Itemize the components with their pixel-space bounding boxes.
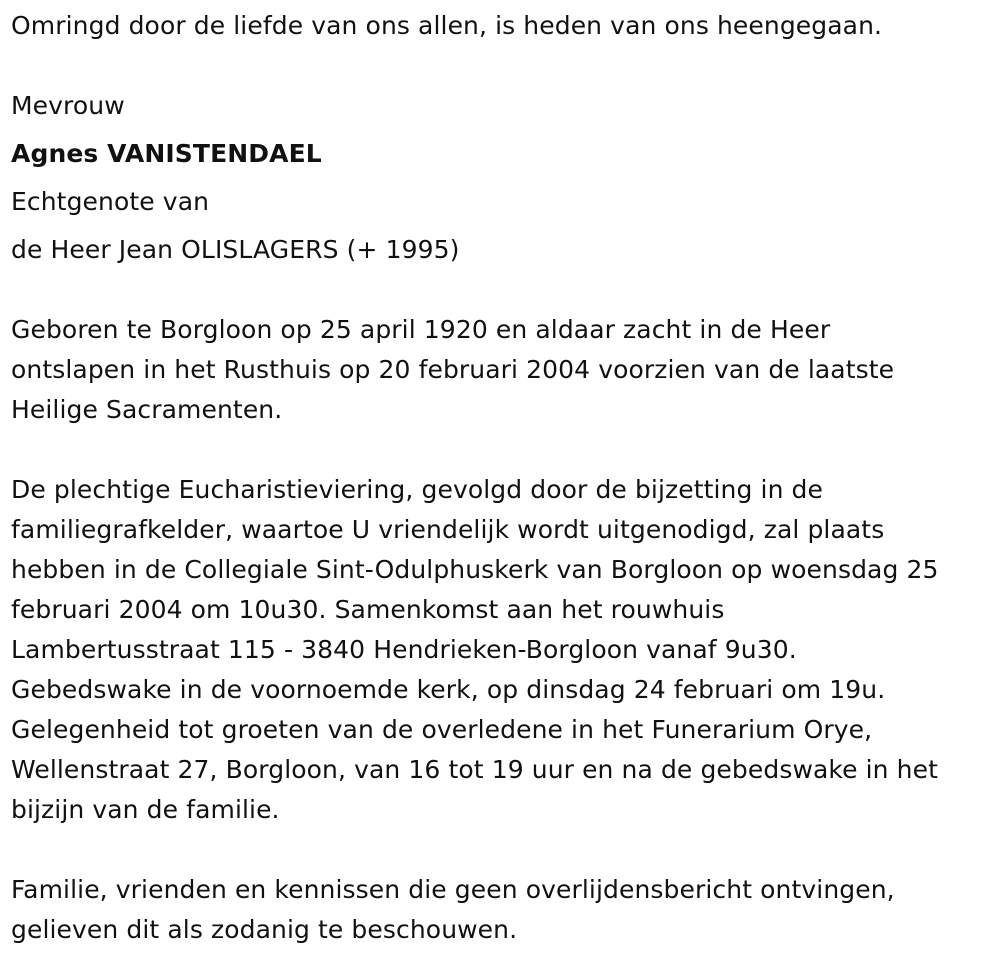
closing-line: Familie, vrienden en kennissen die geen overlijdensbericht ontvingen, bbox=[11, 875, 895, 904]
spouse-text: de Heer Jean OLISLAGERS (+ 1995) bbox=[11, 235, 460, 264]
closing-line: gelieven dit als zodanig te beschouwen. bbox=[11, 915, 518, 944]
ceremony-line: hebben in de Collegiale Sint-Odulphuskerk van Borgloon op woensdag 25 bbox=[11, 555, 939, 584]
intro-text: Omringd door de liefde van ons allen, is heden van ons heengegaan. bbox=[11, 11, 883, 40]
ceremony-line: Wellenstraat 27, Borgloon, van 16 tot 19 uur en na de gebedswake in het bbox=[11, 755, 938, 784]
ceremony-line: Lambertusstraat 115 - 3840 Hendrieken-Borgloon vanaf 9u30. bbox=[11, 635, 797, 664]
ceremony-line: Gebedswake in de voornoemde kerk, op dinsdag 24 februari om 19u. bbox=[11, 675, 886, 704]
birth-death-line: Geboren te Borgloon op 25 april 1920 en aldaar zacht in de Heer bbox=[11, 315, 831, 344]
ceremony-line: familiegrafkelder, waartoe U vriendelijk wordt uitgenodigd, zal plaats bbox=[11, 515, 885, 544]
birth-death-line: Heilige Sacramenten. bbox=[11, 395, 283, 424]
ceremony-line: bijzijn van de familie. bbox=[11, 795, 280, 824]
ceremony-line: Gelegenheid tot groeten van de overledene in het Funerarium Orye, bbox=[11, 715, 873, 744]
relation-text: Echtgenote van bbox=[11, 187, 210, 216]
deceased-name: Agnes VANISTENDAEL bbox=[11, 139, 322, 168]
birth-death-line: ontslapen in het Rusthuis op 20 februari 2004 voorzien van de laatste bbox=[11, 355, 895, 384]
ceremony-line: februari 2004 om 10u30. Samenkomst aan het rouwhuis bbox=[11, 595, 725, 624]
ceremony-line: De plechtige Eucharistieviering, gevolgd door de bijzetting in de bbox=[11, 475, 824, 504]
title-prefix: Mevrouw bbox=[11, 91, 125, 120]
